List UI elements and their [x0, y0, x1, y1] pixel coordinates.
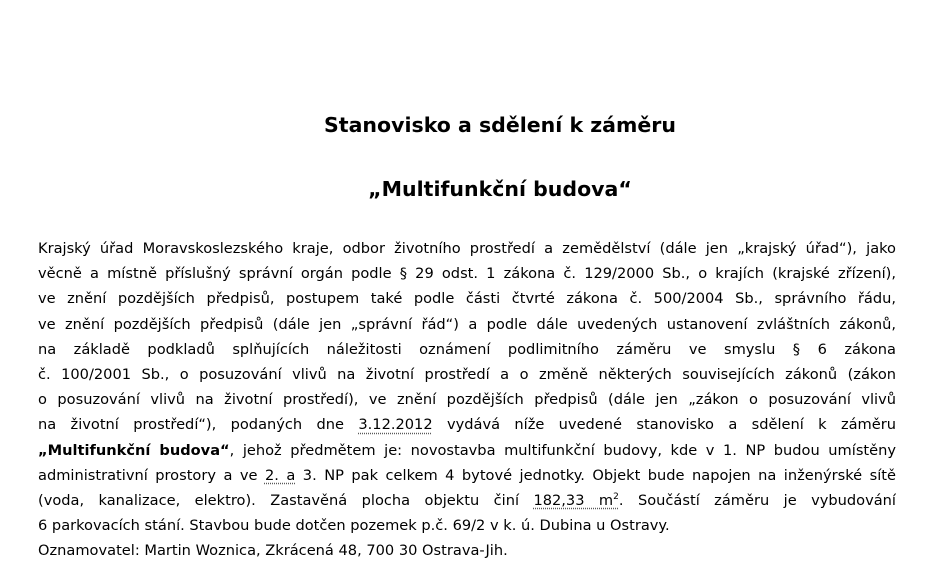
paragraph-line: 6 parkovacích stání. Stavbou bude dotčen pozemek p.č. 69/2 v k. ú. Dubina u Ostravy. — [38, 517, 670, 535]
document-title: Stanovisko a sdělení k záměru — [324, 113, 676, 137]
paragraph-line: věcně a místně příslušný správní orgán podle § 29 odst. 1 zákona č. 129/2000 Sb., o krajích (krajské zřízení), — [38, 265, 896, 283]
paragraph-line: (voda, kanalizace, elektro). Zastavěná plocha objektu činí 182,33 $m^2$. Součástí záměru je vybudování — [38, 491, 896, 509]
document-subtitle: „Multifunkční budova“ — [368, 177, 632, 201]
paragraph-line: „Multifunkční budova“, jehož předmětem je: novostavba multifunkční budovy, kde v 1. NP budou umístěny — [38, 441, 896, 459]
paragraph-line: o posuzování vlivů na životní prostředí), ve znění pozdějších předpisů (dále jen „zákon o posuzování vlivů — [38, 391, 896, 409]
date-underlined: 3.12.2012 — [358, 416, 433, 434]
paragraph-line: ve znění pozdějších předpisů, postupem také podle části čtvrté zákona č. 500/2004 Sb., správního řádu, — [38, 290, 896, 308]
paragraph-line: na životní prostředí“), podaných dne 3.12.2012 vydává níže uvedené stanovisko a sdělení k záměru — [38, 416, 896, 434]
area-underlined: 182,33 $m^2$ — [533, 491, 619, 509]
paragraph-line: ve znění pozdějších předpisů (dále jen „správní řád“) a podle dále uvedených ustanovení zvláštních zákonů, — [38, 315, 896, 333]
applicant-line: Oznamovatel: Martin Woznica, Zkrácená 48, 700 30 Ostrava-Jih. — [38, 542, 508, 560]
paragraph-line: na základě podkladů splňujících náležitosti oznámení podlimitního záměru ve smyslu § 6 zákona — [38, 340, 896, 358]
project-name-bold: „Multifunkční budova“ — [38, 441, 230, 459]
document-body — [38, 236, 896, 563]
paragraph-line: Krajský úřad Moravskoslezského kraje, odbor životního prostředí a zemědělství (dále jen „krajský úřad“), jako — [38, 240, 896, 257]
paragraph-line: administrativní prostory a ve 2. a 3. NP pak celkem 4 bytové jednotky. Objekt bude napojen na inženýrské sítě — [38, 466, 896, 484]
floor-ref-underlined: 2. a — [264, 466, 296, 484]
paragraph-line: č. 100/2001 Sb., o posuzování vlivů na životní prostředí a o změně některých souvisejících zákonů (zákon — [38, 365, 896, 383]
